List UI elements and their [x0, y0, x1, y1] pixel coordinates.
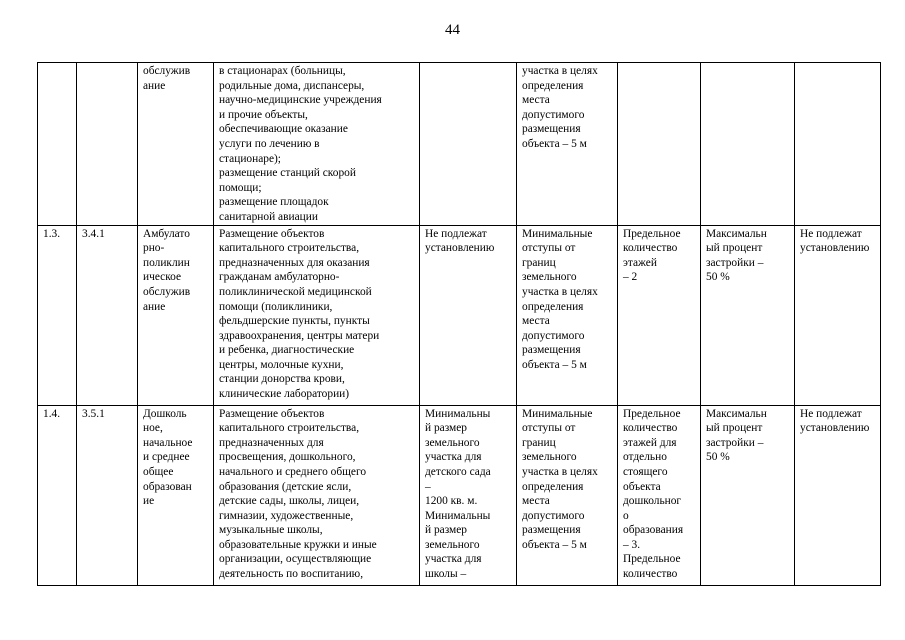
cell-text-line: земельного — [425, 538, 480, 551]
cell-text-line: земельного — [425, 436, 480, 449]
cell-number — [38, 405, 77, 585]
cell-text-line: й размер — [425, 422, 467, 435]
cell-text-line: дошкольног — [623, 495, 682, 508]
cell-text-line: стационаре); — [219, 152, 281, 165]
land-use-regulations-table — [37, 62, 881, 586]
cell-text-line: размещение площадок — [219, 196, 329, 209]
cell-text-line: 50 % — [706, 271, 730, 284]
cell-code — [77, 405, 138, 585]
cell-text-line: участка для — [425, 451, 482, 464]
cell-text-line: размещения — [522, 524, 581, 537]
cell-text-line: 1.4. — [43, 407, 61, 420]
cell-setbacks — [517, 405, 618, 585]
cell-number — [38, 63, 77, 226]
cell-text-line: застройки – — [706, 256, 764, 269]
cell-text-line: Размещение объектов — [219, 227, 325, 240]
cell-text-line: образования — [623, 524, 684, 537]
cell-text-line: и ребенка, диагностические — [219, 344, 355, 357]
cell-text-line: этажей для — [623, 436, 677, 449]
cell-text-line: – 2 — [623, 271, 638, 284]
cell-text-line: й размер — [425, 524, 467, 537]
cell-floors — [618, 405, 701, 585]
cell-text-line: 3.5.1 — [82, 407, 105, 420]
cell-plot-size — [420, 225, 517, 405]
cell-other — [795, 63, 881, 226]
cell-text-line: обеспечивающие оказание — [219, 123, 348, 136]
cell-text-line: участка в целях — [522, 285, 598, 298]
cell-text-line: гимназии, художественные, — [219, 509, 354, 522]
cell-text-line: ый процент — [706, 422, 763, 435]
cell-text-line: организации, осуществляющие — [219, 553, 372, 566]
cell-text-line: помощи; — [219, 181, 262, 194]
cell-text-line: объекта – 5 м — [522, 538, 587, 551]
cell-plot-size — [420, 63, 517, 226]
cell-text-line: Предельное — [623, 227, 681, 240]
cell-text-line: клинические лаборатории) — [219, 388, 350, 401]
table-row — [38, 405, 881, 585]
cell-text-line: о — [623, 509, 629, 522]
cell-text-line: установлению — [800, 242, 870, 255]
cell-text-line: капитального строительства, — [219, 422, 360, 435]
cell-text-line: Не подлежат — [425, 227, 487, 240]
cell-text-line: детского сада — [425, 465, 491, 478]
cell-text-line: 1200 кв. м. — [425, 495, 478, 508]
cell-text-line: ание — [143, 300, 166, 313]
cell-floors — [618, 63, 701, 226]
cell-text-line: услуги по лечению в — [219, 137, 320, 150]
cell-text-line: объекта – 5 м — [522, 137, 587, 150]
cell-text-line: участка в целях — [522, 465, 598, 478]
cell-text-line: Предельное — [623, 553, 681, 566]
cell-text-line: определения — [522, 79, 584, 92]
cell-text-line: Минимальные — [522, 407, 593, 420]
cell-coverage — [701, 225, 795, 405]
cell-text-line: количество — [623, 568, 678, 581]
cell-text-line: образования (детские ясли, — [219, 480, 352, 493]
cell-text-line: детские сады, школы, лицеи, — [219, 495, 360, 508]
cell-text-line: границ — [522, 436, 556, 449]
cell-text-line: границ — [522, 256, 556, 269]
cell-text-line: Дошколь — [143, 407, 187, 420]
cell-use-name — [138, 225, 214, 405]
cell-text-line: Не подлежат — [800, 227, 862, 240]
cell-text-line: стоящего — [623, 465, 668, 478]
cell-text-line: музыкальные школы, — [219, 524, 323, 537]
cell-text-line: здравоохранения, центры матери — [219, 329, 380, 342]
cell-text-line: фельдшерские пункты, пункты — [219, 315, 370, 328]
cell-text-line: размещения — [522, 344, 581, 357]
cell-text-line: Амбулато — [143, 227, 190, 240]
cell-text-line: определения — [522, 480, 584, 493]
cell-text-line: 50 % — [706, 451, 730, 464]
cell-text-line: поликлинической медицинской — [219, 285, 372, 298]
cell-text-line: отдельно — [623, 451, 667, 464]
cell-text-line: просвещения, дошкольного, — [219, 451, 356, 464]
cell-text-line: и среднее — [143, 451, 190, 464]
cell-text-line: ное, — [143, 422, 163, 435]
cell-text-line: Не подлежат — [800, 407, 862, 420]
cell-text-line: научно-медицинские учреждения — [219, 94, 382, 107]
cell-coverage — [701, 63, 795, 226]
cell-text-line: Предельное — [623, 407, 681, 420]
cell-text-line: места — [522, 495, 550, 508]
cell-text-line: и прочие объекты, — [219, 108, 308, 121]
cell-description — [214, 405, 420, 585]
cell-text-line: ие — [143, 495, 155, 508]
cell-description — [214, 225, 420, 405]
cell-text-line: определения — [522, 300, 584, 313]
cell-other — [795, 225, 881, 405]
cell-text-line: этажей — [623, 256, 657, 269]
cell-number — [38, 225, 77, 405]
cell-text-line: Максимальн — [706, 227, 767, 240]
cell-text-line: размещения — [522, 123, 581, 136]
cell-text-line: ическое — [143, 271, 182, 284]
cell-text-line: деятельность по воспитанию, — [219, 568, 364, 581]
cell-code — [77, 225, 138, 405]
cell-text-line: образовательные кружки и иные — [219, 538, 377, 551]
cell-setbacks — [517, 225, 618, 405]
cell-text-line: обслужив — [143, 65, 191, 77]
cell-text-line: участка для — [425, 553, 482, 566]
cell-text-line: отступы от — [522, 242, 576, 255]
cell-text-line: допустимого — [522, 108, 585, 121]
cell-text-line: общее — [143, 465, 174, 478]
cell-text-line: установлению — [425, 242, 495, 255]
cell-text-line: размещение станций скорой — [219, 167, 356, 180]
cell-text-line: Минимальны — [425, 509, 491, 522]
cell-text-line: школы – — [425, 568, 467, 581]
cell-text-line: в стационарах (больницы, — [219, 65, 346, 77]
table-row — [38, 63, 881, 226]
cell-text-line: – 3. — [623, 538, 641, 551]
cell-text-line: рно- — [143, 242, 165, 255]
cell-text-line: ание — [143, 79, 166, 92]
cell-text-line: начальное — [143, 436, 193, 449]
cell-text-line: санитарной авиации — [219, 210, 318, 223]
cell-use-name — [138, 405, 214, 585]
cell-text-line: застройки – — [706, 436, 764, 449]
cell-text-line: установлению — [800, 422, 870, 435]
cell-plot-size — [420, 405, 517, 585]
cell-text-line: образован — [143, 480, 192, 493]
cell-text-line: обслужив — [143, 285, 191, 298]
cell-text-line: станции донорства крови, — [219, 373, 345, 386]
cell-text-line: Минимальны — [425, 407, 491, 420]
cell-text-line: Максимальн — [706, 407, 767, 420]
cell-text-line: помощи (поликлиники, — [219, 300, 333, 313]
cell-text-line: капитального строительства, — [219, 242, 360, 255]
cell-text-line: 3.4.1 — [82, 227, 105, 240]
cell-text-line: допустимого — [522, 329, 585, 342]
cell-text-line: гражданам амбулаторно- — [219, 271, 340, 284]
cell-text-line: объекта — [623, 480, 661, 493]
cell-text-line: земельного — [522, 271, 577, 284]
cell-text-line: родильные дома, диспансеры, — [219, 79, 365, 92]
cell-use-name — [138, 63, 214, 226]
cell-text-line: 1.3. — [43, 227, 61, 240]
cell-setbacks — [517, 63, 618, 226]
cell-text-line: места — [522, 94, 550, 107]
cell-text-line: ый процент — [706, 242, 763, 255]
cell-other — [795, 405, 881, 585]
cell-text-line: участка в целях — [522, 65, 598, 77]
cell-text-line: начального и среднего общего — [219, 465, 367, 478]
cell-text-line: Минимальные — [522, 227, 593, 240]
page-number: 44 — [445, 22, 460, 38]
table-row — [38, 225, 881, 405]
cell-text-line: количество — [623, 422, 678, 435]
cell-text-line: центры, молочные кухни, — [219, 358, 344, 371]
cell-text-line: объекта – 5 м — [522, 358, 587, 371]
cell-text-line: предназначенных для — [219, 436, 324, 449]
cell-text-line: поликлин — [143, 256, 190, 269]
cell-text-line: места — [522, 315, 550, 328]
cell-floors — [618, 225, 701, 405]
cell-coverage — [701, 405, 795, 585]
cell-text-line: количество — [623, 242, 678, 255]
cell-description — [214, 63, 420, 226]
cell-text-line: отступы от — [522, 422, 576, 435]
cell-text-line: – — [425, 480, 431, 493]
cell-code — [77, 63, 138, 226]
cell-text-line: допустимого — [522, 509, 585, 522]
cell-text-line: предназначенных для оказания — [219, 256, 370, 269]
cell-text-line: Размещение объектов — [219, 407, 325, 420]
cell-text-line: земельного — [522, 451, 577, 464]
